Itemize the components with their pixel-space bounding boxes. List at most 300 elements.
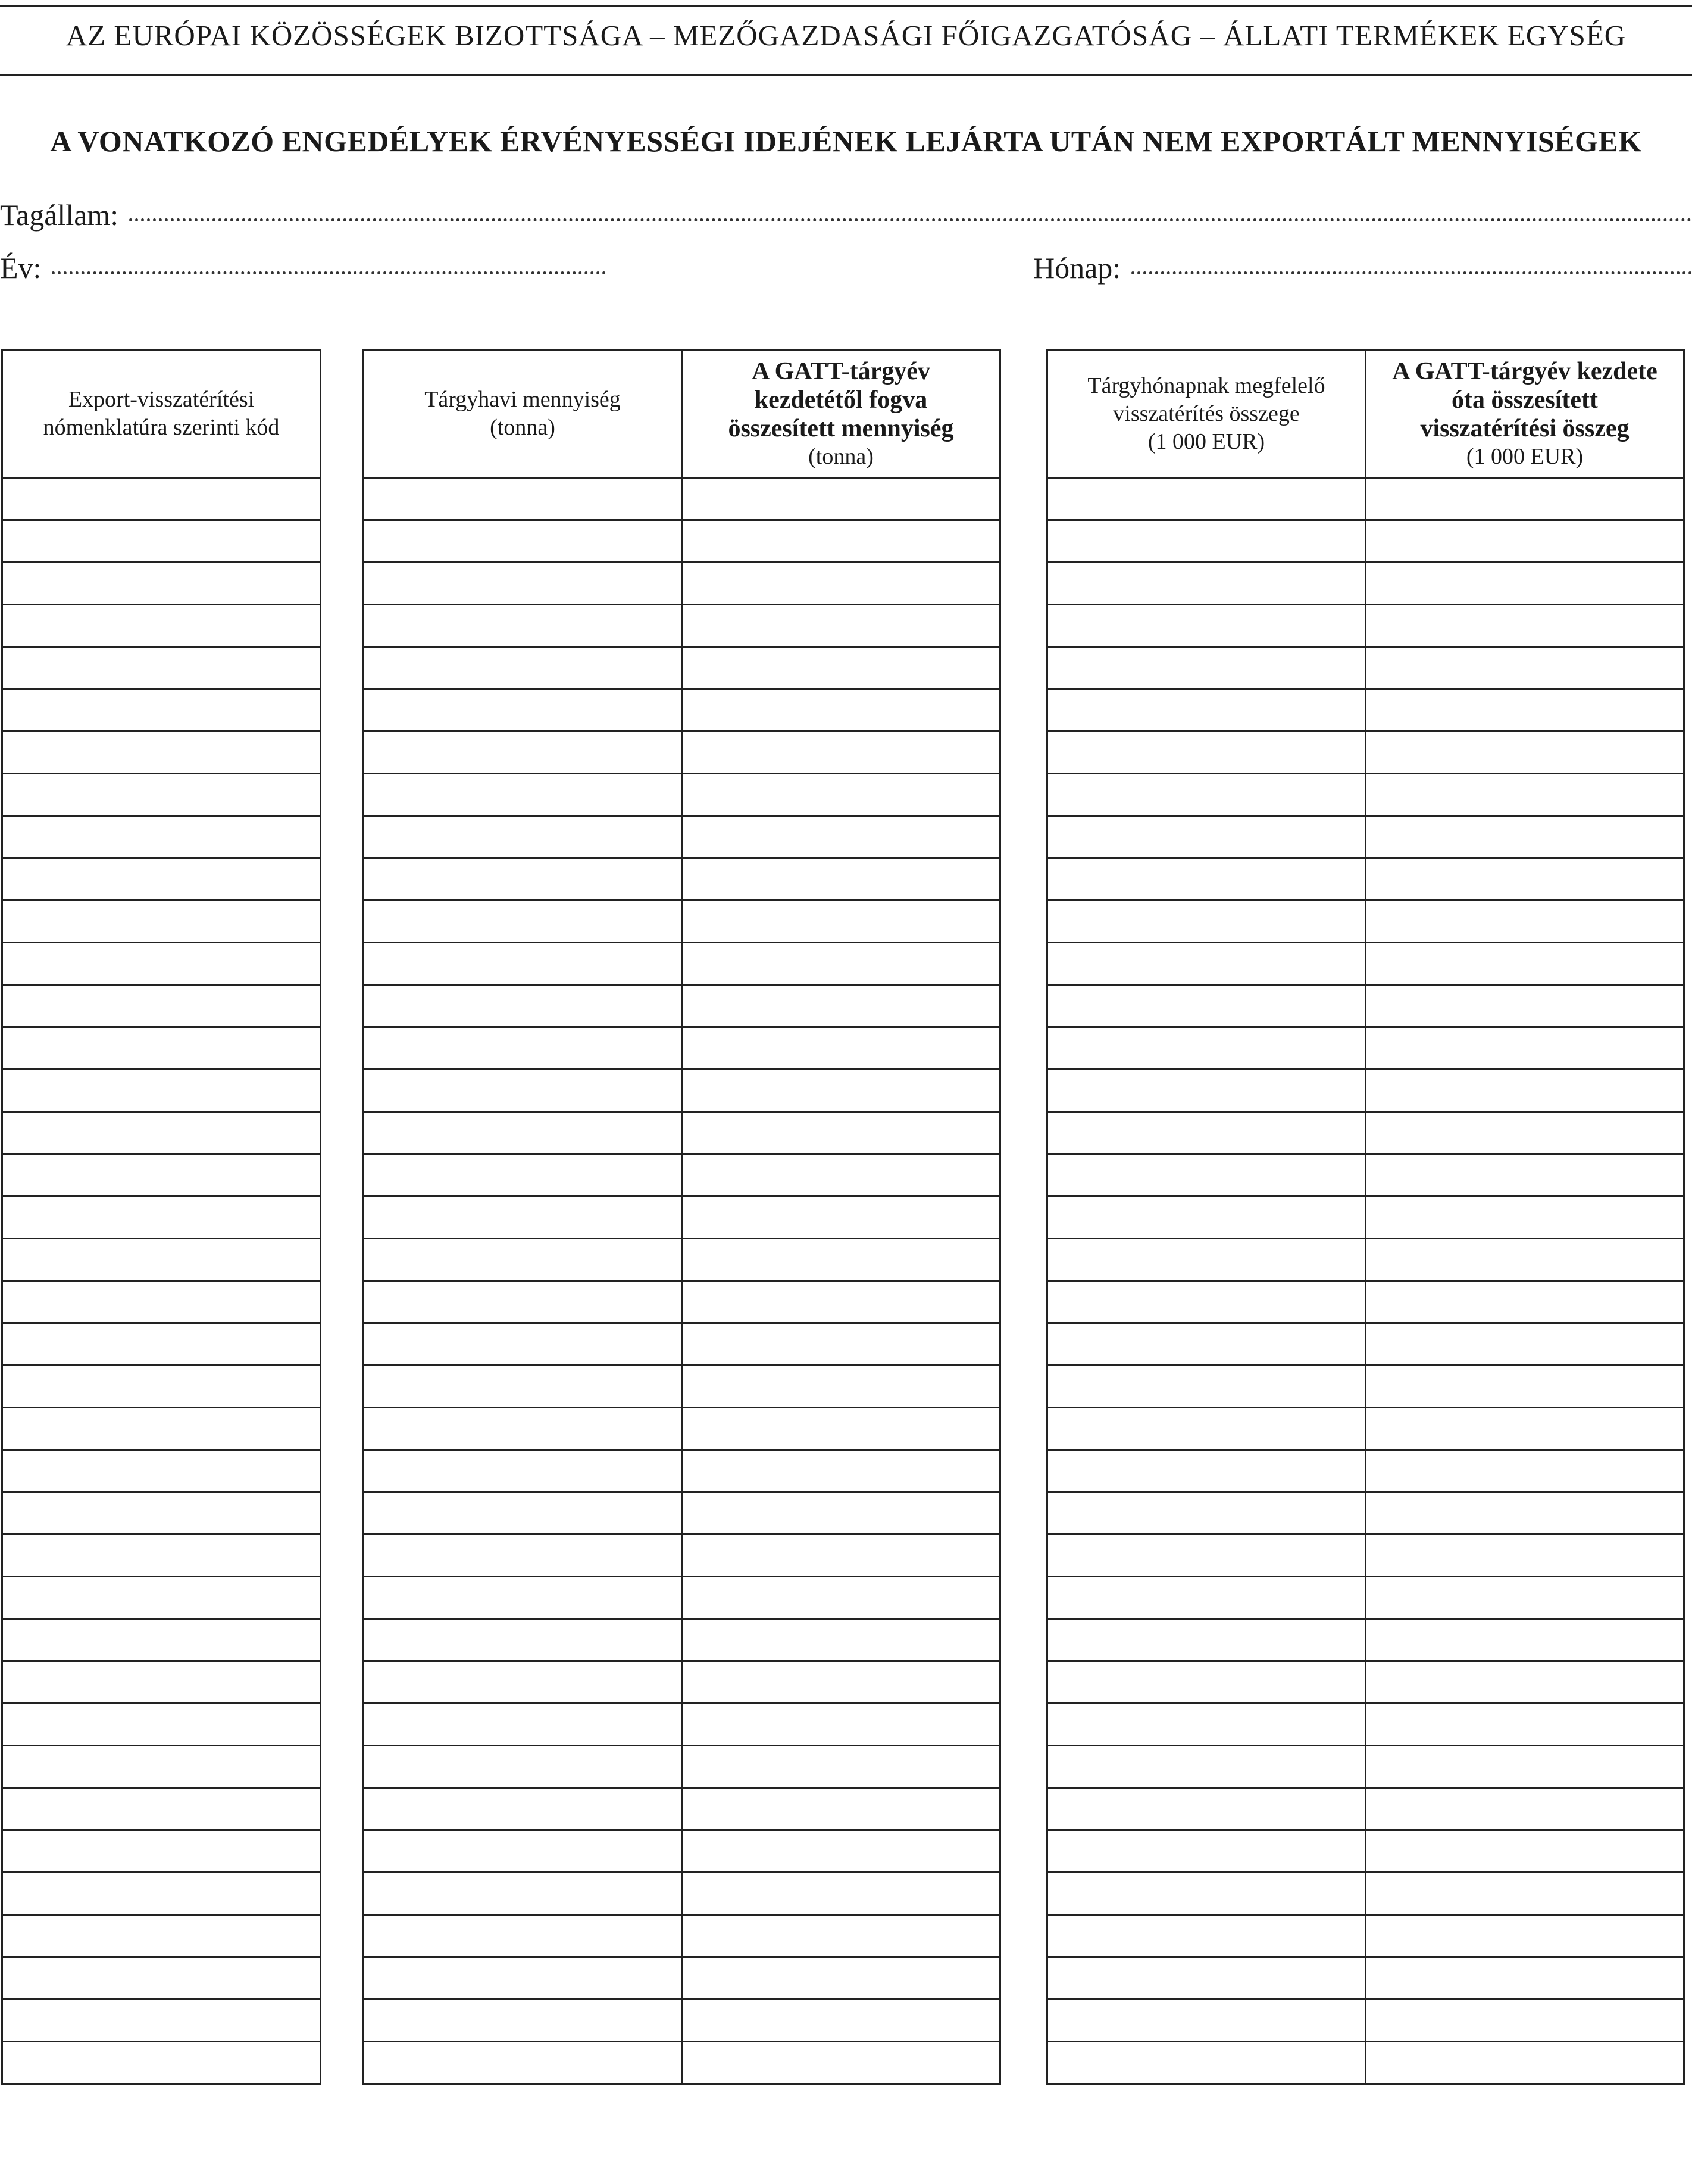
year-field[interactable] [0, 250, 606, 286]
table-cell[interactable] [2, 1027, 321, 1070]
table-cell[interactable] [2, 1661, 321, 1704]
table-cell[interactable] [1047, 689, 1366, 732]
table-cell[interactable] [1047, 1704, 1366, 1746]
code-table-body [2, 478, 321, 2084]
table-row [1047, 1830, 1684, 1873]
table-cell[interactable] [682, 1619, 1000, 1661]
header-monthly-quantity-line2: (tonna) [490, 415, 555, 440]
table-cell[interactable] [682, 1027, 1000, 1070]
table-cell[interactable] [364, 1112, 682, 1154]
table-row [2, 1704, 321, 1746]
table-cell[interactable] [682, 1535, 1000, 1577]
table-row [364, 1323, 1000, 1366]
table-cell[interactable] [364, 563, 682, 605]
table-cell[interactable] [2, 1323, 321, 1366]
table-row [364, 1830, 1000, 1873]
table-cell[interactable] [364, 943, 682, 985]
table-cell[interactable] [1047, 732, 1366, 774]
table-row [2, 689, 321, 732]
table-row [364, 605, 1000, 647]
table-row [1047, 1239, 1684, 1281]
table-cell[interactable] [364, 774, 682, 816]
header-cumulative-refund-line2: óta összesített [1451, 386, 1599, 414]
table-row [364, 1873, 1000, 1915]
table-cell[interactable] [2, 1070, 321, 1112]
table-cell[interactable] [1366, 1239, 1684, 1281]
table-cell[interactable] [1047, 985, 1366, 1027]
table-cell[interactable] [682, 1957, 1000, 1999]
table-cell[interactable] [1366, 1112, 1684, 1154]
table-cell[interactable] [364, 2042, 682, 2084]
table-cell[interactable] [1047, 816, 1366, 858]
table-row [1047, 1112, 1684, 1154]
table-cell[interactable] [364, 1788, 682, 1830]
table-cell[interactable] [2, 1492, 321, 1535]
table-row [1047, 1492, 1684, 1535]
table-cell[interactable] [2, 816, 321, 858]
table-row [2, 1830, 321, 1873]
table-cell[interactable] [682, 732, 1000, 774]
table-row [364, 2042, 1000, 2084]
table-row [2, 1450, 321, 1492]
table-cell[interactable] [1047, 1957, 1366, 1999]
table-cell[interactable] [1366, 1957, 1684, 1999]
table-row [364, 1788, 1000, 1830]
table-cell[interactable] [1047, 563, 1366, 605]
top-rule [0, 5, 1692, 7]
table-cell[interactable] [364, 732, 682, 774]
table-row [364, 732, 1000, 774]
table-cell[interactable] [364, 1281, 682, 1323]
table-cell[interactable] [682, 1577, 1000, 1619]
table-cell[interactable] [682, 563, 1000, 605]
table-cell[interactable] [1047, 605, 1366, 647]
table-cell[interactable] [364, 1323, 682, 1366]
table-cell[interactable] [2, 1999, 321, 2042]
table-row [1047, 1873, 1684, 1915]
table-cell[interactable] [1366, 1661, 1684, 1704]
table-cell[interactable] [682, 689, 1000, 732]
header-monthly-refund-line2: visszatérítés összege [1113, 401, 1300, 426]
table-cell[interactable] [364, 1619, 682, 1661]
table-row [1047, 816, 1684, 858]
table-row [364, 1915, 1000, 1957]
table-row [2, 774, 321, 816]
month-field[interactable] [1033, 250, 1692, 286]
header-monthly-refund-line1: Tárgyhónapnak megfelelő [1087, 373, 1325, 398]
table-cell[interactable] [1366, 1830, 1684, 1873]
table-cell[interactable] [682, 647, 1000, 689]
table-cell[interactable] [1366, 1408, 1684, 1450]
table-cell[interactable] [682, 1830, 1000, 1873]
table-row [1047, 1577, 1684, 1619]
table-cell[interactable] [682, 1788, 1000, 1830]
table-cell[interactable] [364, 1746, 682, 1788]
table-row [2, 1788, 321, 1830]
table-cell[interactable] [1366, 1746, 1684, 1788]
table-cell[interactable] [1047, 858, 1366, 901]
table-cell[interactable] [1047, 478, 1366, 520]
table-cell[interactable] [1047, 1661, 1366, 1704]
table-cell[interactable] [2, 647, 321, 689]
table-row [364, 1112, 1000, 1154]
table-cell[interactable] [1047, 1788, 1366, 1830]
table-cell[interactable] [1366, 1873, 1684, 1915]
table-row [1047, 1999, 1684, 2042]
table-row [2, 943, 321, 985]
header-code [2, 350, 321, 478]
table-cell[interactable] [1047, 1873, 1366, 1915]
table-cell[interactable] [1366, 689, 1684, 732]
table-cell[interactable] [682, 985, 1000, 1027]
table-cell[interactable] [1366, 1619, 1684, 1661]
table-row [1047, 563, 1684, 605]
table-cell[interactable] [364, 816, 682, 858]
table-cell[interactable] [2, 520, 321, 563]
table-cell[interactable] [1366, 647, 1684, 689]
table-cell[interactable] [2, 1788, 321, 1830]
table-cell[interactable] [1366, 1577, 1684, 1619]
table-row [1047, 1366, 1684, 1408]
table-cell[interactable] [682, 1281, 1000, 1323]
table-row [2, 2042, 321, 2084]
table-cell[interactable] [2, 1281, 321, 1323]
table-row [1047, 901, 1684, 943]
table-row [364, 985, 1000, 1027]
table-cell[interactable] [1047, 2042, 1366, 2084]
table-cell[interactable] [364, 985, 682, 1027]
table-cell[interactable] [1366, 1366, 1684, 1408]
table-cell[interactable] [1366, 774, 1684, 816]
table-cell[interactable] [682, 1154, 1000, 1196]
table-cell[interactable] [364, 647, 682, 689]
table-cell[interactable] [1047, 1450, 1366, 1492]
table-row [1047, 605, 1684, 647]
table-cell[interactable] [2, 1408, 321, 1450]
table-row [1047, 647, 1684, 689]
table-cell[interactable] [1047, 1915, 1366, 1957]
table-cell[interactable] [1366, 1535, 1684, 1577]
table-cell[interactable] [1366, 1704, 1684, 1746]
table-cell[interactable] [1366, 1196, 1684, 1239]
table-cell[interactable] [2, 478, 321, 520]
table-row [364, 1492, 1000, 1535]
table-row [2, 1070, 321, 1112]
table-cell[interactable] [364, 1366, 682, 1408]
table-cell[interactable] [364, 1704, 682, 1746]
table-cell[interactable] [682, 1873, 1000, 1915]
table-row [1047, 520, 1684, 563]
table-cell[interactable] [364, 1957, 682, 1999]
table-cell[interactable] [1047, 1408, 1366, 1450]
table-cell[interactable] [1047, 1323, 1366, 1366]
table-cell[interactable] [364, 520, 682, 563]
table-cell[interactable] [682, 1239, 1000, 1281]
table-row [364, 478, 1000, 520]
table-cell[interactable] [682, 943, 1000, 985]
table-cell[interactable] [682, 1915, 1000, 1957]
table-cell[interactable] [682, 774, 1000, 816]
table-row [2, 1535, 321, 1577]
table-cell[interactable] [1366, 1154, 1684, 1196]
table-cell[interactable] [682, 1366, 1000, 1408]
table-cell[interactable] [682, 858, 1000, 901]
table-cell[interactable] [2, 1915, 321, 1957]
table-row [2, 1492, 321, 1535]
table-cell[interactable] [364, 478, 682, 520]
table-cell[interactable] [1366, 985, 1684, 1027]
table-cell[interactable] [364, 1661, 682, 1704]
table-row [1047, 1661, 1684, 1704]
table-cell[interactable] [682, 1408, 1000, 1450]
table-row [1047, 1915, 1684, 1957]
table-row [1047, 1957, 1684, 1999]
table-row [2, 520, 321, 563]
table-cell[interactable] [364, 1999, 682, 2042]
member-state-field[interactable] [0, 197, 1692, 233]
header-rule [0, 74, 1692, 76]
table-cell[interactable] [364, 1492, 682, 1535]
table-cell[interactable] [1047, 1577, 1366, 1619]
table-row [2, 858, 321, 901]
table-cell[interactable] [682, 605, 1000, 647]
table-cell[interactable] [1366, 858, 1684, 901]
table-cell[interactable] [682, 1492, 1000, 1535]
table-row [2, 1323, 321, 1366]
table-cell[interactable] [2, 1239, 321, 1281]
table-row [364, 816, 1000, 858]
table-cell[interactable] [364, 901, 682, 943]
table-row [364, 1070, 1000, 1112]
table-row [1047, 1704, 1684, 1746]
table-row [2, 605, 321, 647]
table-cell[interactable] [364, 1070, 682, 1112]
table-cell[interactable] [682, 816, 1000, 858]
table-row [2, 1999, 321, 2042]
table-row [2, 1366, 321, 1408]
table-row [2, 478, 321, 520]
table-row [364, 858, 1000, 901]
table-row [364, 1957, 1000, 1999]
table-row [2, 1873, 321, 1915]
table-row [1047, 478, 1684, 520]
table-row [1047, 732, 1684, 774]
table-row [2, 1408, 321, 1450]
table-cell[interactable] [1366, 1070, 1684, 1112]
table-cell[interactable] [1047, 520, 1366, 563]
table-cell[interactable] [682, 478, 1000, 520]
table-cell[interactable] [2, 689, 321, 732]
table-cell[interactable] [2, 858, 321, 901]
table-row [1047, 774, 1684, 816]
header-cumulative-refund-unit: (1 000 EUR) [1466, 443, 1584, 469]
table-row [1047, 1323, 1684, 1366]
table-cell[interactable] [364, 1408, 682, 1450]
table-cell[interactable] [1047, 1999, 1366, 2042]
table-row [2, 1281, 321, 1323]
table-cell[interactable] [1366, 563, 1684, 605]
table-cell[interactable] [364, 689, 682, 732]
table-row [1047, 689, 1684, 732]
header-code-line2: nómenklatúra szerinti kód [43, 415, 280, 440]
table-cell[interactable] [1047, 1070, 1366, 1112]
month-fill-line[interactable] [1131, 271, 1692, 274]
table-row [2, 1915, 321, 1957]
year-fill-line[interactable] [52, 271, 606, 274]
table-cell[interactable] [2, 1873, 321, 1915]
table-cell[interactable] [1366, 1915, 1684, 1957]
table-cell[interactable] [1366, 520, 1684, 563]
table-row [2, 985, 321, 1027]
table-cell[interactable] [1047, 1535, 1366, 1577]
table-cell[interactable] [2, 2042, 321, 2084]
table-cell[interactable] [2, 1366, 321, 1408]
table-row [2, 1577, 321, 1619]
header-monthly-quantity-line1: Tárgyhavi mennyiség [424, 387, 621, 412]
table-cell[interactable] [1366, 1492, 1684, 1535]
header-cumulative-quantity-unit: (tonna) [808, 443, 874, 469]
table-row [364, 689, 1000, 732]
table-cell[interactable] [2, 1535, 321, 1577]
table-cell[interactable] [364, 858, 682, 901]
table-cell[interactable] [1047, 1154, 1366, 1196]
table-cell[interactable] [1366, 478, 1684, 520]
table-row [1047, 1535, 1684, 1577]
table-cell[interactable] [682, 2042, 1000, 2084]
table-cell[interactable] [1047, 1366, 1366, 1408]
table-cell[interactable] [1047, 1112, 1366, 1154]
table-cell[interactable] [1047, 647, 1366, 689]
table-cell[interactable] [1047, 1281, 1366, 1323]
header-monthly-quantity [364, 350, 682, 478]
table-cell[interactable] [1366, 732, 1684, 774]
table-cell[interactable] [364, 1027, 682, 1070]
code-table [1, 349, 321, 2085]
table-row [1047, 1746, 1684, 1788]
table-cell[interactable] [682, 1999, 1000, 2042]
table-cell[interactable] [1366, 605, 1684, 647]
table-cell[interactable] [1047, 774, 1366, 816]
table-cell[interactable] [2, 605, 321, 647]
table-cell[interactable] [682, 1323, 1000, 1366]
table-cell[interactable] [2, 1704, 321, 1746]
table-row [1047, 1408, 1684, 1450]
table-cell[interactable] [364, 1239, 682, 1281]
table-cell[interactable] [2, 1196, 321, 1239]
quantity-table [362, 349, 1001, 2085]
authority-heading: AZ EURÓPAI KÖZÖSSÉGEK BIZOTTSÁGA – MEZŐGAZDASÁGI FŐIGAZGATÓSÁG – ÁLLATI TERMÉKEK EGYSÉG [65, 19, 1627, 52]
table-cell[interactable] [2, 1577, 321, 1619]
table-cell[interactable] [364, 1873, 682, 1915]
month-label: Hónap: [1033, 251, 1121, 285]
table-cell[interactable] [2, 774, 321, 816]
table-row [364, 943, 1000, 985]
table-row [2, 1746, 321, 1788]
table-cell[interactable] [2, 1154, 321, 1196]
table-cell[interactable] [2, 1450, 321, 1492]
table-cell[interactable] [2, 1112, 321, 1154]
table-cell[interactable] [2, 732, 321, 774]
table-cell[interactable] [1047, 1239, 1366, 1281]
table-cell[interactable] [1366, 816, 1684, 858]
table-row [2, 1196, 321, 1239]
table-cell[interactable] [2, 901, 321, 943]
table-cell[interactable] [682, 1196, 1000, 1239]
table-cell[interactable] [1047, 901, 1366, 943]
table-cell[interactable] [364, 1830, 682, 1873]
table-row [364, 1281, 1000, 1323]
table-row [364, 1154, 1000, 1196]
table-cell[interactable] [1047, 1492, 1366, 1535]
header-cumulative-quantity-line2: kezdetétől fogva [754, 386, 928, 414]
table-cell[interactable] [682, 1704, 1000, 1746]
table-row [364, 1999, 1000, 2042]
table-cell[interactable] [2, 1746, 321, 1788]
table-row [1047, 1070, 1684, 1112]
table-cell[interactable] [2, 1619, 321, 1661]
table-cell[interactable] [682, 901, 1000, 943]
table-cell[interactable] [1047, 1027, 1366, 1070]
table-cell[interactable] [1366, 1450, 1684, 1492]
table-cell[interactable] [364, 1577, 682, 1619]
table-cell[interactable] [2, 985, 321, 1027]
table-row [364, 774, 1000, 816]
table-cell[interactable] [364, 605, 682, 647]
table-cell[interactable] [2, 1830, 321, 1873]
table-cell[interactable] [1366, 901, 1684, 943]
table-cell[interactable] [682, 1450, 1000, 1492]
table-cell[interactable] [1366, 943, 1684, 985]
table-cell[interactable] [364, 1535, 682, 1577]
table-cell[interactable] [1366, 1027, 1684, 1070]
table-row [364, 1577, 1000, 1619]
table-row [364, 1619, 1000, 1661]
table-cell[interactable] [1366, 2042, 1684, 2084]
table-cell[interactable] [364, 1450, 682, 1492]
table-cell[interactable] [1047, 1196, 1366, 1239]
table-cell[interactable] [682, 1661, 1000, 1704]
table-cell[interactable] [682, 1112, 1000, 1154]
table-cell[interactable] [682, 520, 1000, 563]
table-cell[interactable] [2, 943, 321, 985]
table-cell[interactable] [1047, 1830, 1366, 1873]
table-cell[interactable] [1047, 943, 1366, 985]
table-cell[interactable] [364, 1154, 682, 1196]
table-cell[interactable] [1366, 1999, 1684, 2042]
table-cell[interactable] [1366, 1788, 1684, 1830]
table-cell[interactable] [682, 1070, 1000, 1112]
table-row [2, 647, 321, 689]
table-cell[interactable] [682, 1746, 1000, 1788]
table-cell[interactable] [364, 1915, 682, 1957]
table-cell[interactable] [2, 563, 321, 605]
table-cell[interactable] [1366, 1323, 1684, 1366]
table-cell[interactable] [364, 1196, 682, 1239]
table-cell[interactable] [2, 1957, 321, 1999]
table-row [1047, 1281, 1684, 1323]
table-row [364, 647, 1000, 689]
form-title: A VONATKOZÓ ENGEDÉLYEK ÉRVÉNYESSÉGI IDEJÉNEK LEJÁRTA UTÁN NEM EXPORTÁLT MENNYISÉGEK [50, 124, 1642, 158]
member-state-fill-line[interactable] [129, 218, 1692, 221]
table-row [2, 1619, 321, 1661]
table-cell[interactable] [1366, 1281, 1684, 1323]
table-row [364, 1535, 1000, 1577]
table-cell[interactable] [1047, 1746, 1366, 1788]
table-row [364, 1027, 1000, 1070]
table-row [2, 732, 321, 774]
refund-table-body [1047, 478, 1684, 2084]
table-cell[interactable] [1047, 1619, 1366, 1661]
